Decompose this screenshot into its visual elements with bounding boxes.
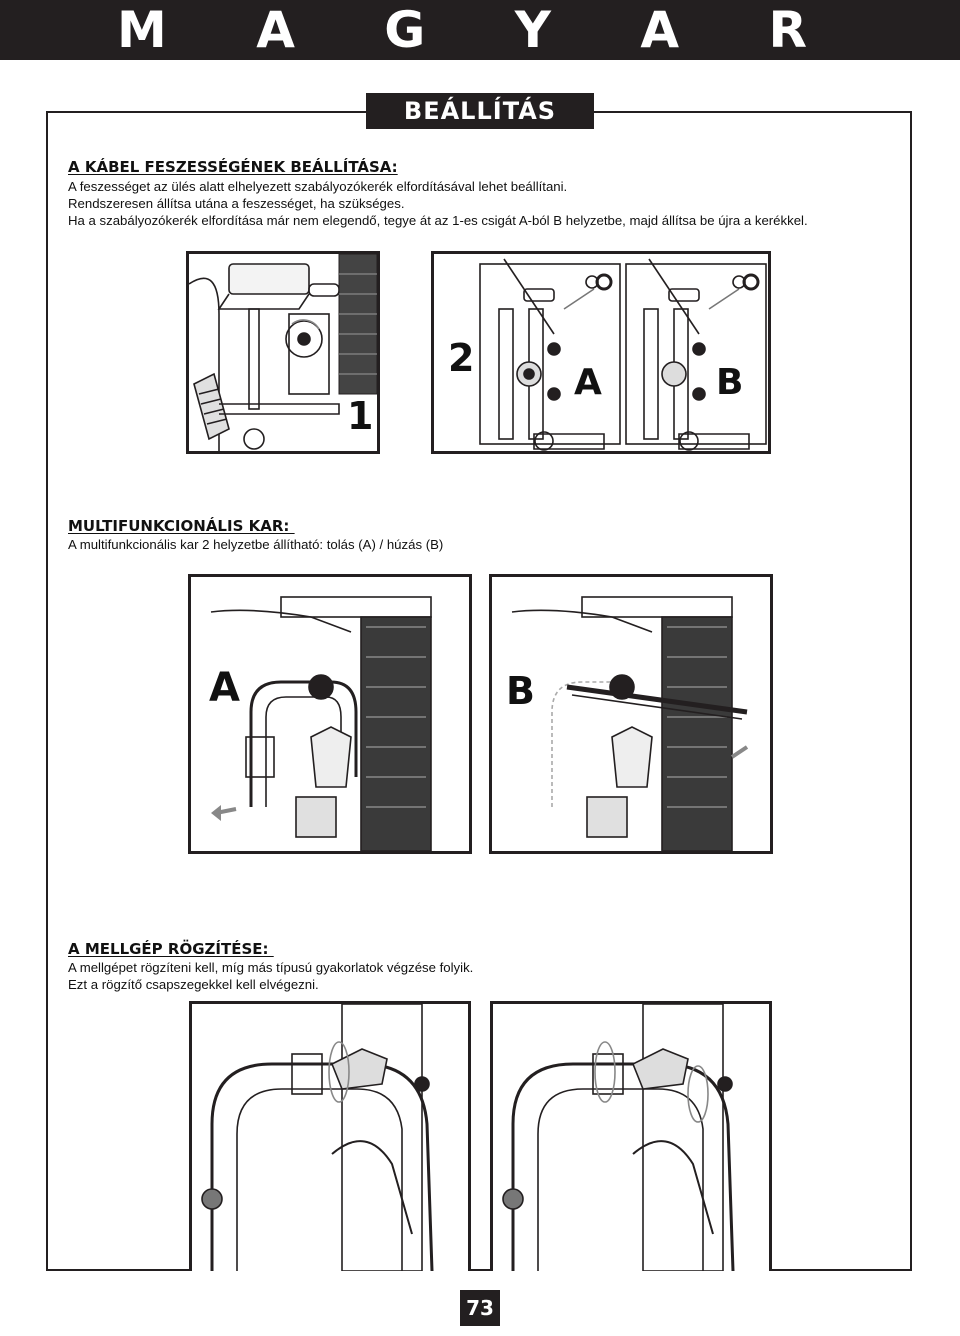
pull-label: B xyxy=(506,669,535,713)
multifunction-arm-line: A multifunkcionális kar 2 helyzetbe állítható: tolás (A) / húzás (B) xyxy=(68,537,444,552)
language-banner: M A G Y A R xyxy=(0,0,960,60)
multifunction-arm-text xyxy=(68,536,443,553)
cable-tension-text xyxy=(68,178,808,229)
figure-2-label: 2 xyxy=(448,336,475,380)
pull-position-illustration xyxy=(492,577,770,851)
push-position-illustration xyxy=(191,577,469,851)
lock-pin-right-illustration xyxy=(493,1004,769,1271)
position-b-label: B xyxy=(716,362,744,403)
figure-adjustment-knob xyxy=(186,251,380,454)
figure-push-position xyxy=(188,574,472,854)
chest-lock-text xyxy=(68,959,473,993)
page-number: 73 xyxy=(460,1290,500,1326)
pulley-positions-illustration xyxy=(434,254,768,451)
figure-pull-position xyxy=(489,574,773,854)
figure-1-label: 1 xyxy=(347,394,374,438)
figure-lock-pin-left xyxy=(189,1001,471,1271)
chest-lock-line-1: A mellgépet rögzíteni kell, míg más típusú gyakorlatok végzése folyik. xyxy=(68,960,474,975)
cable-tension-line-3: Ha a szabályozókerék elfordítása már nem elegendő, tegye át az 1-es csigát A-ból B helyzetbe, majd állítsa be újra a kerékkel. xyxy=(68,213,808,228)
cable-tension-line-2: Rendszeresen állítsa utána a feszességet, ha szükséges. xyxy=(68,196,405,211)
section-title: BEÁLLÍTÁS xyxy=(366,93,594,129)
figure-lock-pin-right xyxy=(490,1001,772,1271)
cable-tension-line-1: A feszességet az ülés alatt elhelyezett szabályozókerék elfordításával lehet beállítani. xyxy=(68,179,568,194)
lock-pin-left-illustration xyxy=(192,1004,468,1271)
chest-lock-line-2: Ezt a rögzítő csapszegekkel kell elvégezni. xyxy=(68,977,319,992)
cable-tension-heading: A KÁBEL FESZESSÉGÉNEK BEÁLLÍTÁSA: xyxy=(68,158,398,176)
chest-lock-heading: A MELLGÉP RÖGZÍTÉSE: xyxy=(68,940,274,958)
position-a-label: A xyxy=(574,362,602,403)
multifunction-arm-heading: MULTIFUNKCIONÁLIS KAR: xyxy=(68,517,295,535)
figure-pulley-positions xyxy=(431,251,771,454)
push-label: A xyxy=(209,665,240,711)
